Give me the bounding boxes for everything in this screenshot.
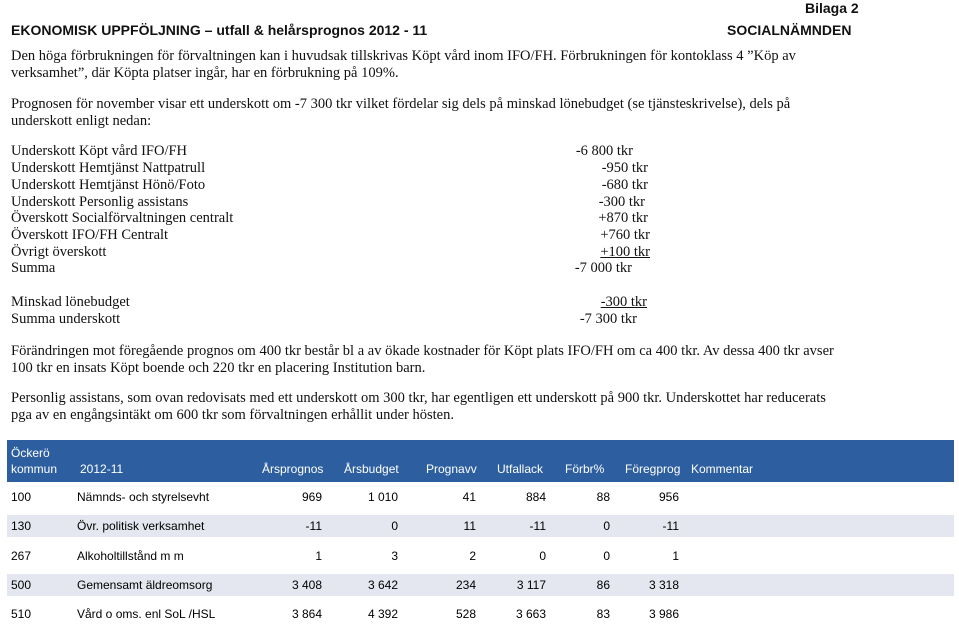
change-line: 100 tkr en insats Köpt boende och 220 tkr en placering Institution barn. — [11, 360, 426, 376]
header-arsbudget: Årsbudget — [344, 462, 399, 476]
row-utfallack: 884 — [525, 490, 546, 504]
breakdown-label: Underskott Personlig assistans — [11, 194, 189, 210]
row-code: 510 — [11, 607, 32, 621]
intro-line: Den höga förbrukningen för förvaltningen kan i huvudsak tillskrivas Köpt vård inom IFO/FH. Förbrukningen för kontoklass 4 ”Köp av — [11, 48, 796, 64]
header-kommentar: Kommentar — [691, 462, 754, 476]
prognosis-line: Prognosen för november visar ett underskott om -7 300 tkr vilket fördelar sig dels på minskad lönebudget (se tjänsteskrivelse), dels på — [11, 96, 791, 112]
row-name: Vård o oms. enl SoL /HSL — [77, 607, 216, 621]
table-header — [7, 440, 954, 482]
row-code: 267 — [11, 549, 32, 563]
header-period: 2012-11 — [80, 462, 124, 476]
prognosis-paragraph — [11, 96, 790, 130]
breakdown-value: +100 tkr — [600, 244, 650, 260]
table-row — [7, 515, 954, 537]
row-forbr: 88 — [596, 490, 610, 504]
row-forbr: 86 — [596, 578, 610, 592]
attachment-label: Bilaga 2 — [805, 0, 859, 16]
header-prognavv: Prognavv — [426, 462, 477, 476]
row-utfallack: -11 — [529, 519, 546, 533]
row-prognavv: 11 — [463, 519, 476, 533]
assistance-line: pga av en engångsintäkt om 600 tkr som förvaltningen erhållit under hösten. — [11, 407, 454, 423]
row-prognavv: 41 — [462, 490, 476, 504]
row-prognavv: 2 — [469, 549, 476, 563]
row-arsbudget: 4 392 — [367, 607, 398, 621]
row-arsprognos: -11 — [305, 519, 322, 533]
header-utfallack: Utfallack — [497, 462, 544, 476]
breakdown-label: Överskott IFO/FH Centralt — [11, 227, 169, 243]
row-arsprognos: 969 — [301, 490, 322, 504]
header-kommun-line1: Öckerö — [11, 446, 50, 460]
row-arsbudget: 3 — [391, 549, 398, 563]
breakdown-value: -680 tkr — [601, 177, 648, 193]
row-name: Övr. politisk verksamhet — [77, 519, 205, 533]
breakdown-label: Överskott Socialförvaltningen centralt — [11, 210, 234, 226]
assistance-paragraph — [11, 390, 826, 424]
row-arsbudget: 1 010 — [367, 490, 398, 504]
row-arsbudget: 0 — [391, 519, 398, 533]
header-kommun-line2: kommun — [11, 462, 58, 476]
row-name: Gemensamt äldreomsorg — [77, 578, 213, 592]
row-arsprognos: 1 — [315, 549, 322, 563]
header-forbr: Förbr% — [565, 462, 605, 476]
table-row — [7, 574, 954, 596]
document-title: EKONOMISK UPPFÖLJNING – utfall & helårsprognos 2012 - 11 — [11, 22, 428, 38]
row-code: 500 — [11, 578, 32, 592]
table-row — [7, 486, 954, 508]
row-name: Alkoholtillstånd m m — [77, 549, 184, 563]
table-row — [7, 545, 954, 567]
intro-line: verksamhet”, där Köpta platser ingår, har en förbrukning på 109%. — [11, 65, 399, 81]
breakdown-label: Övrigt överskott — [11, 244, 107, 260]
row-forbr: 83 — [596, 607, 610, 621]
row-code: 130 — [11, 519, 32, 533]
summary-label: Summa underskott — [11, 311, 121, 327]
breakdown-label: Summa — [11, 260, 56, 276]
row-foregprog: 956 — [658, 490, 679, 504]
row-arsprognos: 3 408 — [291, 578, 322, 592]
summary-value: -300 tkr — [600, 294, 647, 310]
row-code: 100 — [11, 490, 32, 504]
row-foregprog: 3 986 — [648, 607, 679, 621]
breakdown-value: -7 000 tkr — [574, 260, 632, 276]
summary-value: -7 300 tkr — [579, 311, 637, 327]
breakdown-value: -950 tkr — [601, 160, 648, 176]
row-foregprog: -11 — [662, 519, 679, 533]
row-prognavv: 528 — [455, 607, 476, 621]
prognosis-line: underskott enligt nedan: — [11, 113, 152, 129]
summary-label: Minskad lönebudget — [11, 294, 130, 310]
row-prognavv: 234 — [455, 578, 476, 592]
breakdown-value: -6 800 tkr — [575, 143, 633, 159]
row-utfallack: 3 117 — [516, 578, 546, 592]
row-foregprog: 3 318 — [648, 578, 679, 592]
committee-name: SOCIALNÄMNDEN — [727, 22, 852, 38]
change-line: Förändringen mot föregående prognos om 400 tkr består bl a av ökade kostnader för Köpt plats IFO/FH om ca 400 tkr. Av dessa 400 tkr avser — [11, 343, 834, 359]
breakdown-value: +870 tkr — [598, 210, 648, 226]
row-utfallack: 3 663 — [515, 607, 546, 621]
row-arsprognos: 3 864 — [291, 607, 322, 621]
row-foregprog: 1 — [672, 549, 679, 563]
breakdown-label: Underskott Hemtjänst Nattpatrull — [11, 160, 206, 176]
breakdown-value: -300 tkr — [598, 194, 645, 210]
header-arsprognos: Årsprognos — [262, 462, 324, 476]
row-forbr: 0 — [603, 549, 610, 563]
assistance-line: Personlig assistans, som ovan redovisats med ett underskott om 300 tkr, har egentligen ett underskott på 900 tkr. Underskottet har reducerats — [11, 390, 826, 406]
row-name: Nämnds- och styrelsevht — [77, 490, 210, 504]
row-forbr: 0 — [603, 519, 610, 533]
row-arsbudget: 3 642 — [367, 578, 398, 592]
header-foregprog: Föregprog — [625, 462, 681, 476]
breakdown-label: Underskott Hemtjänst Hönö/Foto — [11, 177, 206, 193]
intro-paragraph — [11, 48, 796, 82]
change-paragraph — [11, 343, 834, 377]
row-utfallack: 0 — [539, 549, 546, 563]
breakdown-label: Underskott Köpt vård IFO/FH — [11, 143, 188, 159]
breakdown-value: +760 tkr — [600, 227, 650, 243]
